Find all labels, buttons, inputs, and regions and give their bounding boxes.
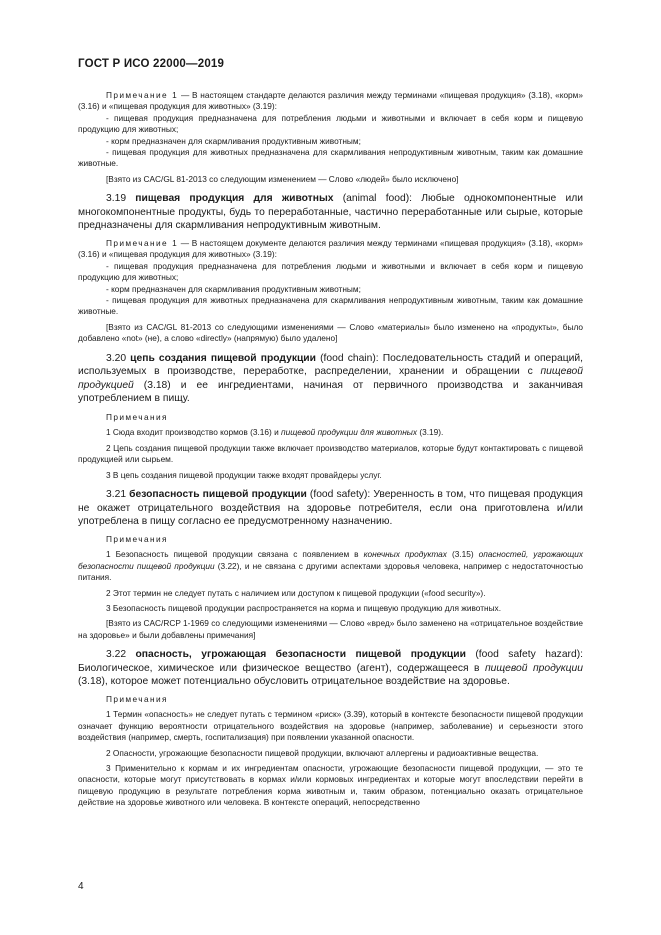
note-1: 1 Сюда входит производство кормов (3.16) и пищевой продукции для животных (3.19).	[106, 427, 444, 438]
source-note: [Взято из CAC/GL 81-2013 со следующим изменением — Слово «людей» было исключено]	[106, 173, 459, 184]
page-number: 4	[78, 881, 84, 892]
source-note: [Взято из CAC/GL 81-2013 со следующими изменениями — Слово «материалы» было изменено на «продукты», было добавлено «not» (не), а слово «directly» (напрямую) было удалено]	[78, 321, 583, 344]
source-note: [Взято из CAC/RCP 1-1969 со следующими изменениями — Слово «вред» было заменено на «отрицательное воздействие на здоровье» и были добавлены примечания]	[78, 618, 583, 640]
term-name: опасность, угрожающая безопасности пищевой продукции	[135, 649, 466, 661]
note-label: Примечание 1	[106, 90, 179, 100]
note-1: Примечание 1 — В настоящем документе делаются различия между терминами «пищевая продукция» (3.18), «корм» (3.16) и «пищевая продукция для животных» (3.19):	[78, 238, 583, 260]
term-3-19: 3.19 пищевая продукция для животных (animal food): Любые однокомпонентные или многокомпонентные продукты, будь то переработанные, частично переработанные или сырые, которые предназначены для скармливания непродуктивным животным.	[78, 193, 584, 232]
note-2: 2 Этот термин не следует путать с наличием или доступом к пищевой продукции («food security»).	[106, 587, 486, 598]
note-bullet: - корм предназначен для скармливания продуктивным животным;	[106, 135, 361, 146]
term-3-22: 3.22 опасность, угрожающая безопасности пищевой продукции (food safety hazard): Биологическое, химическое или физическое вещество (агент), содержащееся в пищевой продукции (3.18), которое может потенциально обусловить отрицательное воздействие на здоровье.	[78, 649, 583, 688]
term-name: цепь создания пищевой продукции	[130, 352, 316, 364]
note-3: 3 Применительно к кормам и их ингредиентам опасности, угрожающие безопасности пищевой продукции, — это те опасности, которые могут присутствовать в кормах и/или кормовых ингредиентах и которые могут впоследствии перейти в пищевую продукцию в результате потребления корма животным и, таким образом, потенциально оказать отрицательное действие на здоровье животного или человека. В контексте операций, непосредственно	[78, 762, 583, 808]
term-3-20: 3.20 цепь создания пищевой продукции (food chain): Последовательность стадий и операций, используемых в производстве, переработке, распределении, хранении и обращении с пищевой продукцией (3.18) и ее ингредиентами, начиная от первичного производства и заканчивая употреблением в пищу.	[78, 352, 583, 405]
term-name: пищевая продукция для животных	[135, 193, 334, 205]
note-1: Примечание 1 — В настоящем стандарте делаются различия между терминами «пищевая продукция» (3.18), «корм» (3.16) и «пищевая продукция для животных» (3.19):	[78, 90, 583, 112]
note-bullet: - пищевая продукция для животных предназначена для скармливания непродуктивным животным, таким как домашние животные.	[78, 295, 583, 317]
note-label: Примечание 1	[106, 238, 179, 249]
document-header: ГОСТ Р ИСО 22000—2019	[78, 58, 225, 70]
note-bullet: - корм предназначен для скармливания продуктивным животным;	[106, 283, 361, 294]
note-bullet: - пищевая продукция предназначена для потребления людьми и животными и включает в себя корм и пищевую продукцию для животных;	[78, 112, 583, 135]
notes-label: Примечания	[106, 693, 168, 704]
note-1: 1 Термин «опасность» не следует путать с термином «риск» (3.39), который в контексте безопасности пищевой продукции означает функцию вероятности отрицательного воздействия на здоровье (например, заболевание) и серьезности этого воздействия (например, смерть, госпитализация) при появлении указанной опасности.	[78, 709, 583, 743]
note-bullet: - пищевая продукция предназначена для потребления людьми и животными и включает в себя корм и пищевую продукцию для животных;	[78, 260, 583, 283]
notes-label: Примечания	[106, 533, 168, 544]
term-name: безопасность пищевой продукции	[129, 489, 307, 501]
notes-label: Примечания	[106, 412, 168, 423]
note-2: 2 Опасности, угрожающие безопасности пищевой продукции, включают аллергены и радиоактивные вещества.	[106, 747, 539, 758]
term-3-21: 3.21 безопасность пищевой продукции (food safety): Уверенность в том, что пищевая продукция не окажет отрицательного воздействия на здоровье потребителя, если она приготовлена и/или употреблена в пищу согласно ее предусмотренному назначению.	[78, 489, 583, 528]
document-body	[78, 90, 583, 809]
note-3: 3 Безопасность пищевой продукции распространяется на корма и пищевую продукцию для животных.	[106, 602, 501, 613]
note-3: 3 В цепь создания пищевой продукции также входят провайдеры услуг.	[106, 469, 382, 480]
note-bullet: - пищевая продукция для животных предназначена для скармливания непродуктивным животным, таким как домашние животные.	[78, 147, 583, 169]
note-2: 2 Цепь создания пищевой продукции также включает производство материалов, которые будут контактировать с пищевой продукцией или сырьем.	[78, 442, 583, 465]
note-1: 1 Безопасность пищевой продукции связана с появлением в конечных продуктах (3.15) опасностей, угрожающих безопасности пищевой продукции (3.22), и не связана с другими аспектами здоровья человека, например с недостаточностью питания.	[78, 549, 584, 583]
